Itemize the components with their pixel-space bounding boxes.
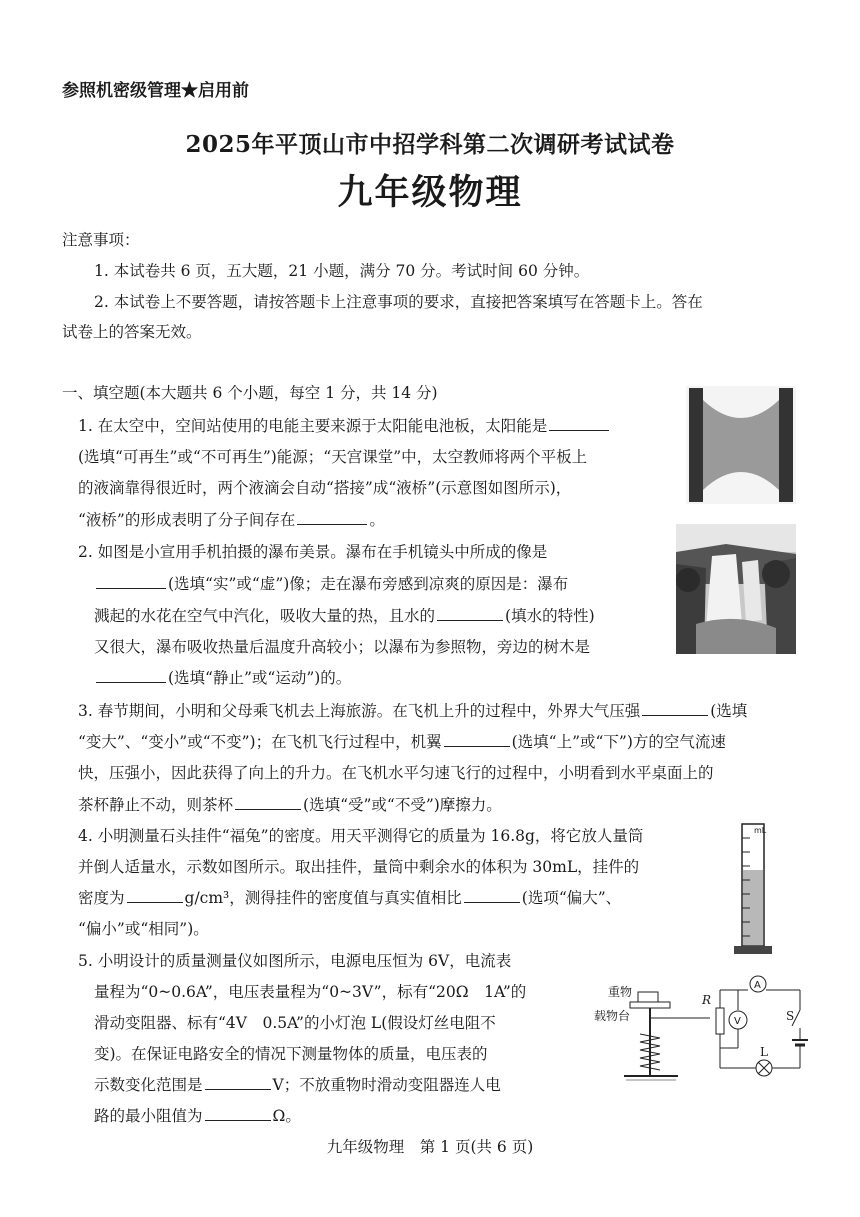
question-text: 密度为 [78, 889, 125, 907]
subject-title: 九年级物理 [337, 172, 523, 213]
question-text: 3. 春节期间，小明和父母乘飞机去上海旅游。在飞机上升的过程中，外界大气压强 [78, 702, 641, 720]
question-2-line-4: 又很大，瀑布吸收热量后温度升高较小；以瀑布为参照物，旁边的树木是 [94, 638, 591, 656]
answer-blank [235, 795, 301, 810]
question-2-line-2 [94, 574, 568, 594]
answer-blank [96, 574, 166, 589]
tray-label: 载物台 [594, 1009, 631, 1023]
question-3-line-2 [78, 732, 726, 752]
question-text: (选填“受”或“不受”)摩擦力。 [303, 796, 502, 814]
question-text: Ω。 [272, 1107, 301, 1125]
question-1-line-1 [78, 416, 611, 436]
question-text: 茶杯静止不动，则茶杯 [78, 796, 234, 814]
question-text: (选填“上”或“下”)方的空气流速 [511, 733, 726, 751]
lamp-label: L [760, 1045, 768, 1059]
question-text: (选填 [710, 702, 748, 720]
question-5-line-2: 量程为“0~0.6A”，电压表量程为“0~3V”，标有“20Ω 1A”的 [94, 983, 527, 1001]
question-3-line-1 [78, 701, 747, 721]
answer-blank [127, 888, 183, 903]
question-2-line-3 [94, 606, 595, 626]
question-text: 。 [369, 511, 385, 529]
question-2-line-1: 2. 如图是小宣用手机拍摄的瀑布美景。瀑布在手机镜头中所成的像是 [78, 543, 548, 561]
measuring-cylinder-figure [730, 818, 776, 958]
voltmeter-label: V [734, 1016, 741, 1027]
question-text: 路的最小阻值为 [94, 1107, 203, 1125]
question-4-line-4: “偏小”或“相同”)。 [78, 920, 209, 938]
question-4-line-3 [78, 888, 621, 908]
question-1-line-3: 的液滴靠得很近时，两个液滴会自动“搭接”成“液桥”(示意图如图所示)， [78, 479, 572, 497]
cylinder-unit-label: mL [754, 826, 767, 835]
waterfall-photo [676, 524, 796, 654]
question-3-line-4 [78, 795, 502, 815]
exam-title: 2025年平顶山市中招学科第二次调研考试试卷 [185, 131, 675, 158]
answer-blank [297, 510, 367, 525]
answer-blank [444, 732, 510, 747]
question-2-line-5 [94, 668, 351, 688]
question-text: g/cm³，测得挂件的密度值与真实值相比 [184, 889, 462, 907]
question-text: V；不放重物时滑动变阻器连人电 [272, 1076, 501, 1094]
resistor-label: R [702, 993, 712, 1007]
answer-blank [437, 606, 503, 621]
switch-label: S [786, 1009, 795, 1023]
answer-blank [96, 668, 166, 683]
section-heading: 一、填空题(本大题共 6 个小题，每空 1 分，共 14 分) [62, 384, 438, 402]
question-text: (选填“静止”或“运动”)的。 [168, 669, 352, 687]
question-5-line-4: 变)。在保证电路安全的情况下测量物体的质量，电压表的 [94, 1045, 488, 1063]
answer-blank [205, 1106, 271, 1121]
question-5-line-5 [94, 1075, 501, 1095]
question-1-line-4 [78, 510, 385, 530]
question-4-line-1: 4. 小明测量石头挂件“福兔”的密度。用天平测得它的质量为 16.8g，将它放人量筒 [78, 827, 644, 845]
answer-blank [549, 416, 609, 431]
circuit-diagram [590, 968, 810, 1086]
answer-blank [642, 701, 708, 716]
notice-item-2-cont: 试卷上的答案无效。 [62, 323, 202, 341]
weight-label: 重物 [608, 985, 633, 999]
question-3-line-3: 快，压强小，因此获得了向上的升力。在飞机水平匀速飞行的过程中，小明看到水平桌面上的 [78, 764, 714, 782]
notice-heading: 注意事项： [62, 231, 140, 249]
question-5-line-1: 5. 小明设计的质量测量仪如图所示，电源电压恒为 6V，电流表 [78, 952, 512, 970]
question-text: (选填“实”或“虚”)像；走在瀑布旁感到凉爽的原因是：瀑布 [168, 575, 569, 593]
notice-item-2: 2. 本试卷上不要答题，请按答题卡上注意事项的要求，直接把答案填写在答题卡上。答在 [94, 293, 703, 311]
question-text: (填水的特性) [505, 607, 595, 625]
ammeter-label: A [754, 980, 761, 991]
question-text: “液桥”的形成表明了分子间存在 [78, 511, 296, 529]
answer-blank [464, 888, 520, 903]
question-text: 示数变化范围是 [94, 1076, 203, 1094]
question-5-line-3: 滑动变阻器、标有“4V 0.5A”的小灯泡 L(假设灯丝电阻不 [94, 1014, 496, 1032]
question-text: 溅起的水花在空气中汽化，吸收大量的热，且水的 [94, 607, 436, 625]
question-5-line-6 [94, 1106, 301, 1126]
secrecy-label: 参照机密级管理★启用前 [62, 81, 249, 101]
answer-blank [205, 1075, 271, 1090]
question-1-line-2: (选填“可再生”或“不可再生”)能源；“天宫课堂”中，太空教师将两个平板上 [78, 448, 588, 466]
question-text: “变大”、“变小”或“不变”)；在飞机飞行过程中，机翼 [78, 733, 442, 751]
question-text: (选项“偏大”、 [521, 889, 622, 907]
page-footer: 九年级物理 第 1 页(共 6 页) [326, 1138, 534, 1156]
notice-item-1: 1. 本试卷共 6 页，五大题，21 小题，满分 70 分。考试时间 60 分钟。 [94, 262, 590, 280]
question-4-line-2: 并倒人适量水，示数如图所示。取出挂件，量筒中剩余水的体积为 30mL，挂件的 [78, 858, 640, 876]
liquid-bridge-figure [686, 386, 796, 504]
question-text: 1. 在太空中，空间站使用的电能主要来源于太阳能电池板，太阳能是 [78, 417, 548, 435]
